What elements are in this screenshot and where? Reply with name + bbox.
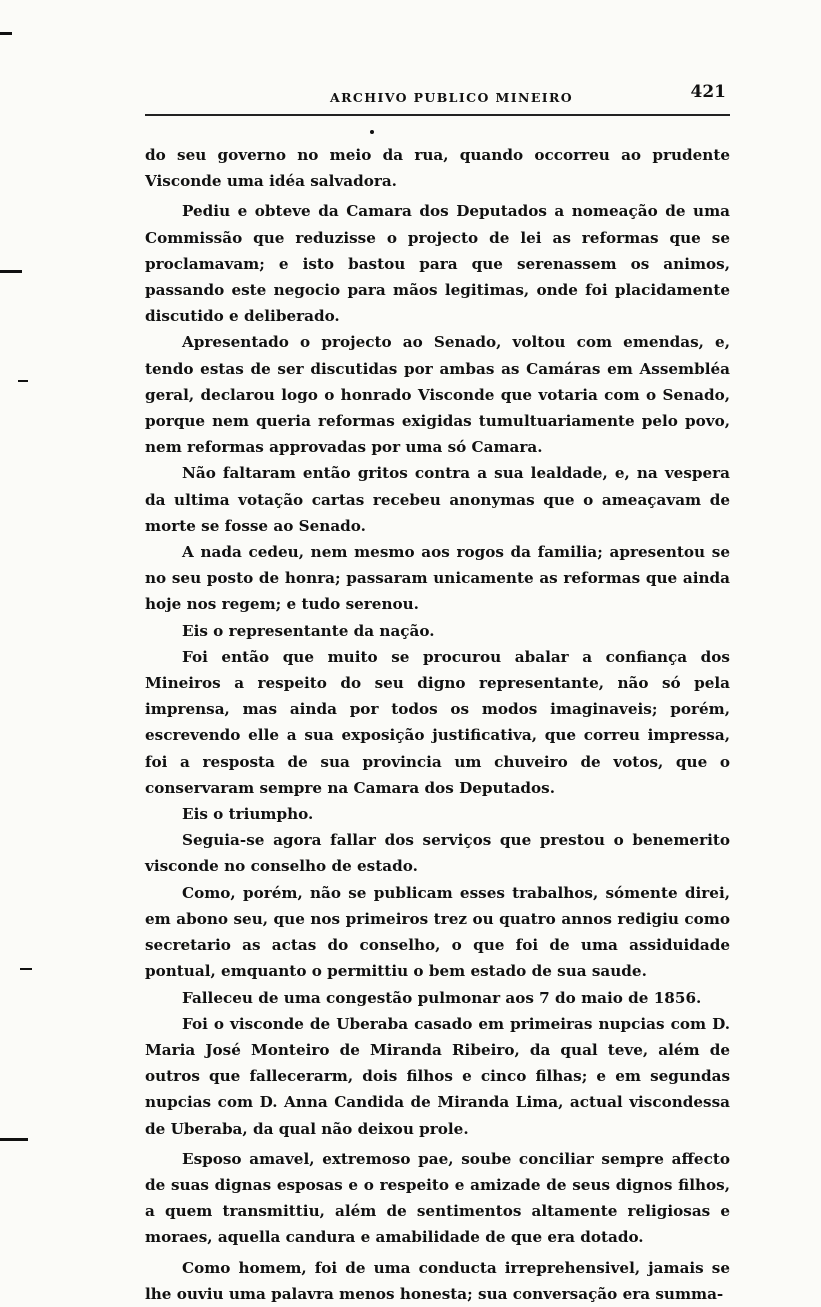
- body-text: [145, 142, 730, 1307]
- paragraph: A nada cedeu, nem mesmo aos rogos da familia; apresentou se no seu posto de honra; passaram unicamente as reformas que ainda hoje nos regem; e tudo serenou.: [145, 543, 730, 614]
- paragraph: Pediu e obteve da Camara dos Deputados a nomeação de uma Commissão que reduzisse o projecto de lei as reformas que se proclamavam; e isto bastou para que serenassem os animos, passando este negocio para mãos legitimas, onde foi placidamente discutido e deliberado.: [145, 202, 730, 326]
- paragraph: Como, porém, não se publicam esses trabalhos, sómente direi, em abono seu, que nos primeiros trez ou quatro annos redigiu como secretario as actas do conselho, o que foi de uma assiduidade pontual, emquanto o permittiu o bem estado de sua saude.: [145, 883, 730, 981]
- paragraph: Não faltaram então gritos contra a sua lealdade, e, na vespera da ultima votação cartas recebeu anonymas que o ameaçavam de morte se fosse ao Senado.: [145, 464, 730, 535]
- margin-mark: [0, 1138, 28, 1141]
- margin-mark: [18, 380, 28, 382]
- paragraph: do seu governo no meio da rua, quando occorreu ao prudente Visconde uma idéa salvadora.: [145, 146, 730, 191]
- print-dot: [370, 130, 374, 134]
- paragraph: Apresentado o projecto ao Senado, voltou com emendas, e, tendo estas de ser discutidas por ambas as Camáras em Assembléa geral, declarou logo o honrado Visconde que votaria com o Senado, porque nem queria reformas exigidas tumultuariamente pelo povo, nem reformas approvadas por uma só Camara.: [145, 333, 730, 457]
- paragraph: Foi o visconde de Uberaba casado em primeiras nupcias com D. Maria José Monteiro de Miranda Ribeiro, da qual teve, além de outros que fallecerarm, dois filhos e cinco filhas; e em segundas nupcias com D. Anna Candida de Miranda Lima, actual viscondessa de Uberaba, da qual não deixou prole.: [145, 1014, 730, 1138]
- paragraph: Foi então que muito se procurou abalar a confiança dos Mineiros a respeito do seu digno representante, não só pela imprensa, mas ainda por todos os modos imaginaveis; porém, escrevendo elle a sua exposição justificativa, que correu impressa, foi a resposta de sua provincia um chuveiro de votos, que o conservaram sempre na Camara dos Deputados.: [145, 647, 730, 797]
- paragraph: Eis o triumpho.: [182, 805, 314, 824]
- paragraph: Como homem, foi de uma conducta irreprehensivel, jamais se lhe ouviu uma palavra menos honesta; sua conversação era summa-: [145, 1258, 730, 1303]
- paragraph: Eis o representante da nação.: [182, 621, 435, 640]
- margin-mark: [0, 32, 12, 35]
- paragraph: Esposo amavel, extremoso pae, soube conciliar sempre affecto de suas dignas esposas e o respeito e amizade de seus dignos filhos, a quem transmittiu, além de sentimentos altamente religiosas e moraes, aquella candura e amabilidade de que era dotado.: [145, 1149, 730, 1247]
- page-number: 421: [690, 82, 726, 102]
- page-header: [145, 82, 730, 116]
- margin-mark: [20, 968, 32, 970]
- margin-mark: [0, 270, 22, 273]
- paragraph: Seguia-se agora fallar dos serviços que prestou o benemerito visconde no conselho de estado.: [145, 831, 730, 876]
- running-title: ARCHIVO PUBLICO MINEIRO: [330, 90, 574, 105]
- paragraph: Falleceu de uma congestão pulmonar aos 7 do maio de 1856.: [182, 988, 702, 1007]
